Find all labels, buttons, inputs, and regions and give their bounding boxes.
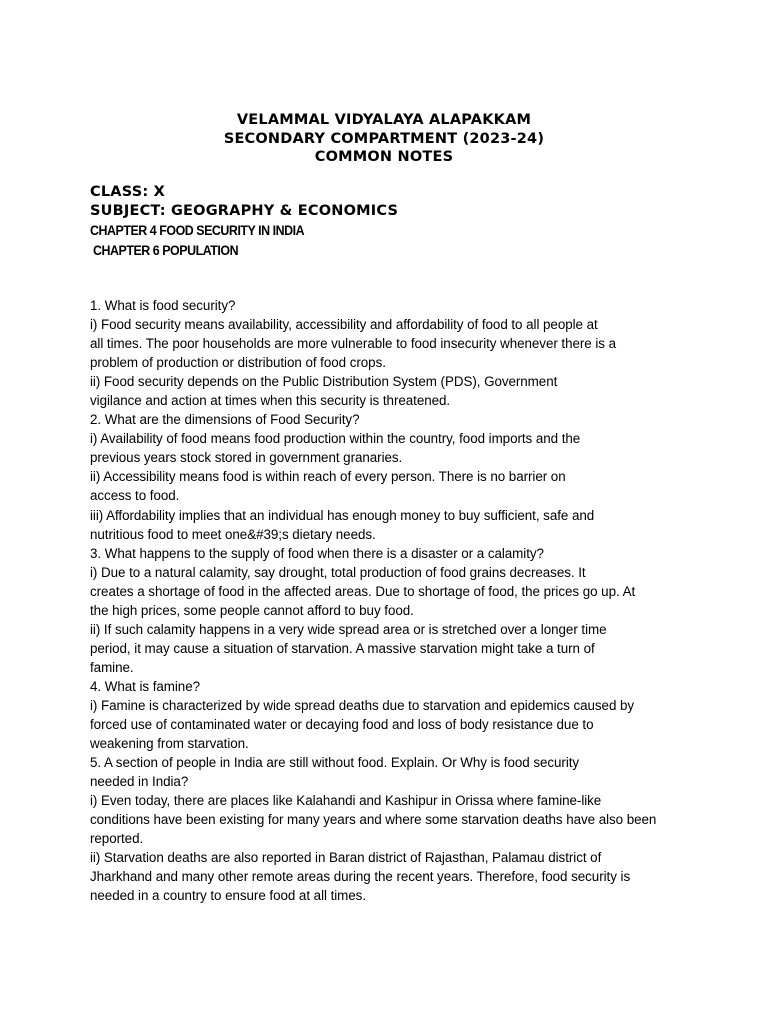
body-text-line: the high prices, some people cannot afford to buy food. [90, 602, 414, 618]
body-text-line: ii) Starvation deaths are also reported in Baran district of Rajasthan, Palamau district of [90, 850, 602, 866]
body-text-line: period, it may cause a situation of starvation. A massive starvation might take a turn of [90, 640, 595, 656]
body-text-line: ii) Food security depends on the Public Distribution System (PDS), Government [90, 374, 558, 390]
body-text-line: i) Famine is characterized by wide spread deaths due to starvation and epidemics caused by [90, 697, 635, 713]
body-text-line: 5. A section of people in India are still without food. Explain. Or Why is food security [90, 755, 580, 771]
body-text-line: ii) If such calamity happens in a very wide spread area or is stretched over a longer time [90, 621, 607, 637]
body-text-line: needed in India? [90, 774, 189, 790]
notes-body [90, 296, 690, 906]
body-text-line: previous years stock stored in government granaries. [90, 450, 403, 466]
body-text-line: vigilance and action at times when this security is threatened. [90, 393, 451, 409]
compartment-title: SECONDARY COMPARTMENT (2023-24) [223, 130, 545, 147]
body-text-line: i) Due to a natural calamity, say drought, total production of food grains decreases. It [90, 564, 586, 580]
body-text-line: 2. What are the dimensions of Food Security? [90, 412, 360, 428]
document-header [0, 111, 768, 167]
body-text-line: 3. What happens to the supply of food when there is a disaster or a calamity? [90, 545, 544, 561]
body-text-line: needed in a country to ensure food at all times. [90, 888, 366, 904]
body-text-line: i) Availability of food means food production within the country, food imports and the [90, 431, 581, 447]
body-text-line: nutritious food to meet one&#39;s dietary needs. [90, 526, 376, 542]
body-text-line: conditions have been existing for many years and where some starvation deaths have also been [90, 812, 657, 828]
document-meta [90, 183, 710, 260]
body-text-line: i) Food security means availability, accessibility and affordability of food to all people at [90, 317, 598, 333]
body-text-line: access to food. [90, 488, 180, 504]
body-text-line: forced use of contaminated water or decaying food and loss of body resistance due to [90, 717, 594, 733]
body-text-line: weakening from starvation. [90, 736, 249, 752]
body-text-line: creates a shortage of food in the affected areas. Due to shortage of food, the prices go up. At [90, 583, 636, 599]
body-text-line: famine. [90, 659, 134, 675]
chapter-line: CHAPTER 4 FOOD SECURITY IN INDIA [90, 223, 305, 238]
body-text-line: 1. What is food security? [90, 298, 236, 313]
body-text-line: iii) Affordability implies that an individual has enough money to buy sufficient, safe and [90, 507, 595, 523]
body-text-line: Jharkhand and many other remote areas during the recent years. Therefore, food security is [90, 869, 631, 885]
school-name: VELAMMAL VIDYALAYA ALAPAKKAM [236, 112, 532, 128]
body-text-line: all times. The poor households are more vulnerable to food insecurity whenever there is a [90, 336, 617, 352]
class-line: CLASS: X [90, 184, 165, 200]
chapter-line: CHAPTER 6 POPULATION [90, 242, 239, 258]
subject-line: SUBJECT: GEOGRAPHY & ECONOMICS [90, 203, 399, 219]
body-text-line: reported. [90, 831, 144, 847]
body-text-line: i) Even today, there are places like Kalahandi and Kashipur in Orissa where famine-like [90, 793, 602, 809]
body-text-line: ii) Accessibility means food is within reach of every person. There is no barrier on [90, 469, 566, 485]
notes-title: COMMON NOTES [314, 149, 454, 165]
body-text-line: 4. What is famine? [90, 678, 200, 694]
body-text-line: problem of production or distribution of food crops. [90, 355, 386, 371]
